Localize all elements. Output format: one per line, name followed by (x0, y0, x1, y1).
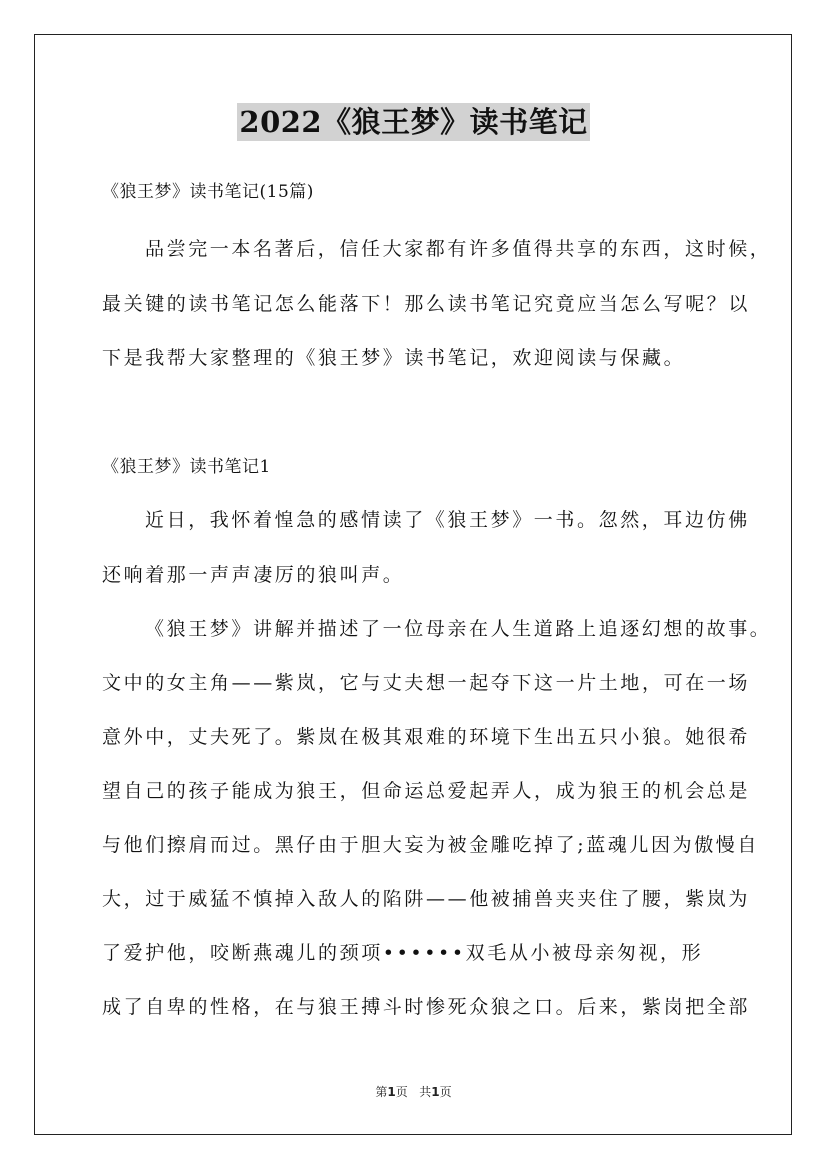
para2-line-1: 《狼王梦》讲解并描述了一位母亲在人生道路上追逐幻想的故事。 (145, 618, 772, 640)
para2-line-7: 了爱护他，咬断燕魂儿的颈项••••••双毛从小被母亲匆视，形 (102, 942, 704, 964)
document-subtitle: 《狼王梦》读书笔记(15篇) (102, 182, 314, 202)
footer-page-total: 1 (431, 1085, 440, 1099)
section-heading: 《狼王梦》读书笔记1 (102, 457, 271, 477)
footer-page-suffix: 页 (395, 1085, 408, 1099)
para2-line-4: 望自己的孩子能成为狼王，但命运总爱起弄人，成为狼王的机会总是 (102, 780, 751, 802)
footer-page-prefix: 第 (375, 1085, 388, 1099)
para2-line-2: 文中的女主角——紫岚，它与丈夫想一起夺下这一片土地，可在一场 (102, 672, 751, 694)
document-title: 2022《狼王梦》读书笔记 (239, 105, 588, 139)
para2-line-6: 大，过于威猛不慎掉入敌人的陷阱——他被捕兽夹夹住了腰，紫岚为 (102, 888, 751, 910)
intro-line-3: 下是我帮大家整理的《狼王梦》读书笔记，欢迎阅读与保藏。 (102, 347, 686, 369)
para2-line-5: 与他们擦肩而过。黑仔由于胆大妄为被金雕吃掉了;蓝魂儿因为傲慢自 (102, 834, 760, 856)
para2-line-8: 成了自卑的性格，在与狼王搏斗时惨死众狼之口。后来，紫岗把全部 (102, 996, 751, 1018)
footer-total-prefix: 共 (419, 1085, 432, 1099)
para2-line-3: 意外中，丈夫死了。紫岚在极其艰难的环境下生出五只小狼。她很希 (102, 726, 751, 748)
footer-total-suffix: 页 (439, 1085, 452, 1099)
intro-line-1: 品尝完一本名著后，信任大家都有许多值得共享的东西，这时候， (145, 238, 772, 260)
intro-line-2: 最关键的读书笔记怎么能落下！那么读书笔记究竟应当怎么写呢？以 (102, 293, 751, 315)
title-wrap (0, 103, 827, 141)
para1-line-2: 还响着那一声声凄厉的狼叫声。 (102, 564, 405, 586)
para1-line-1: 近日，我怀着惶急的感情读了《狼王梦》一书。忽然，耳边仿佛 (145, 509, 750, 531)
page-footer (0, 1083, 827, 1100)
footer-page-current: 1 (387, 1085, 396, 1099)
